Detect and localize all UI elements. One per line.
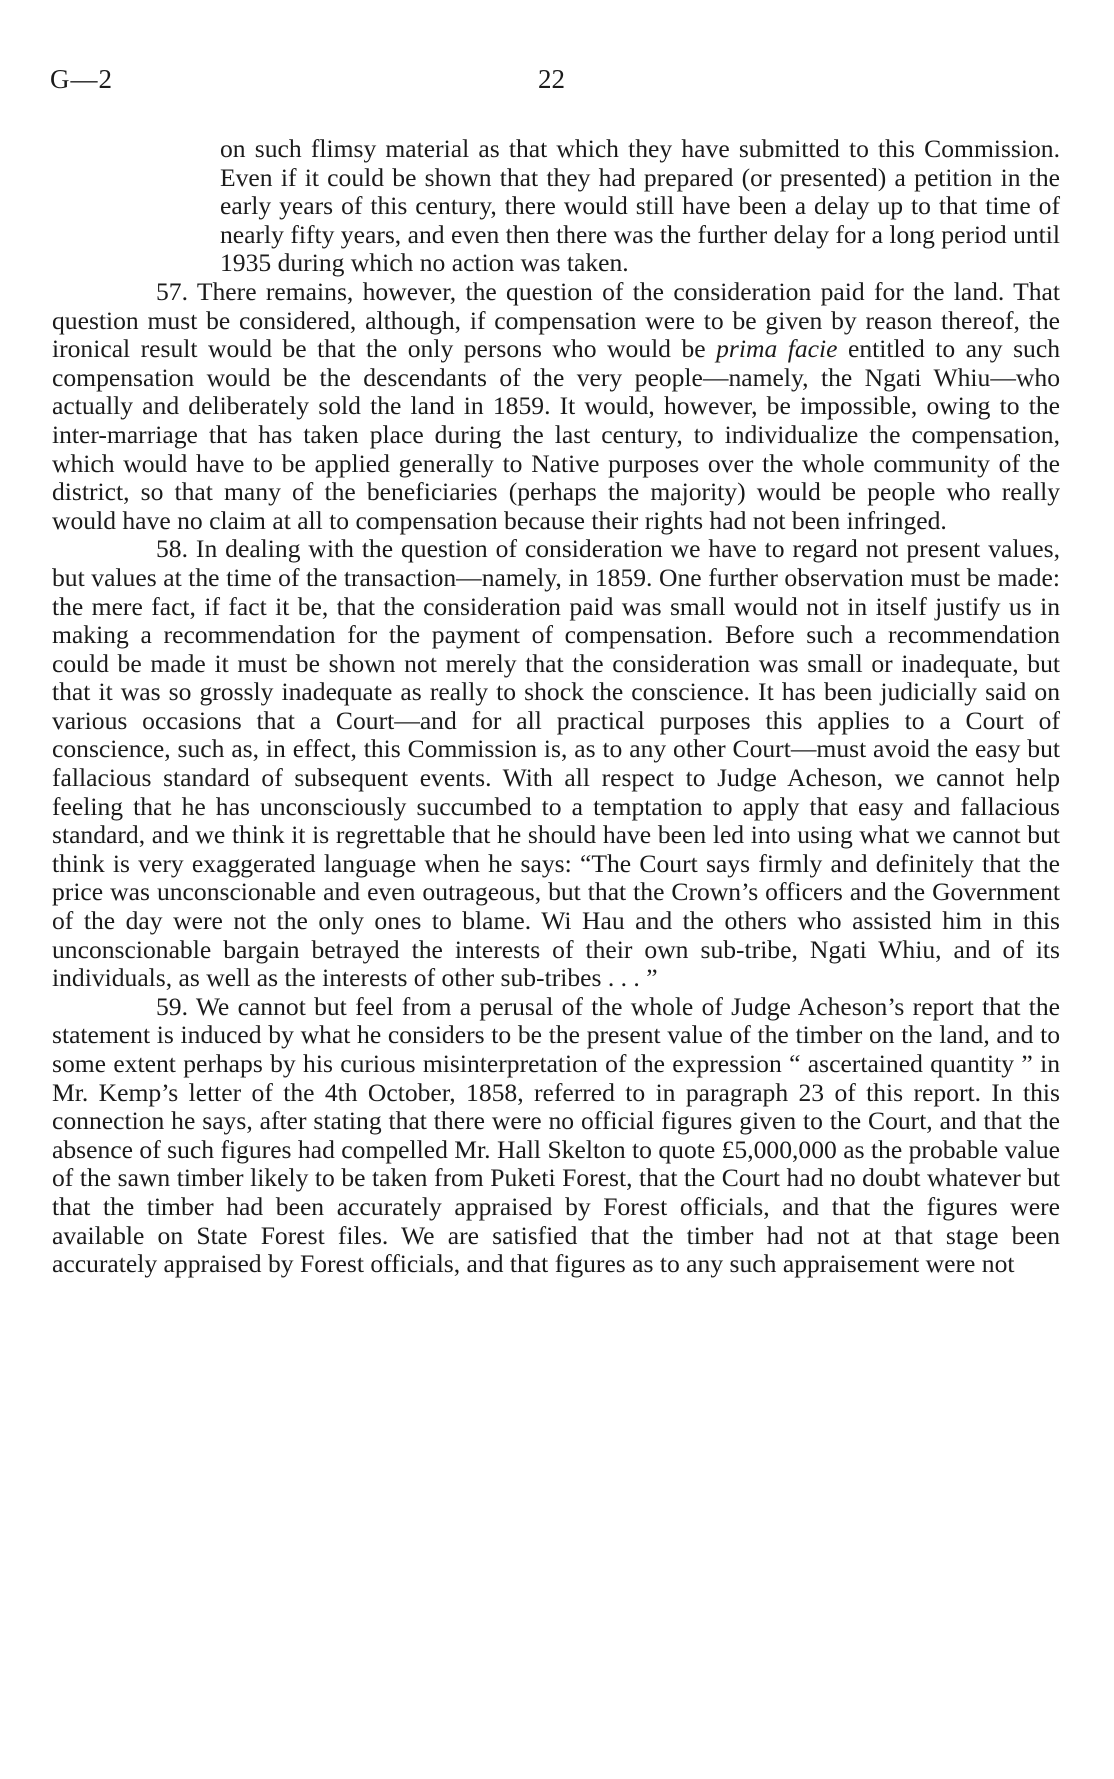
paragraph-number: 58. bbox=[156, 534, 188, 564]
paragraph-text: In dealing with the question of consideration we have to regard not present values, but values at the time of the transaction—namely, in 1859. One further observation must be made: the mere fact, if fact it be, that the consideration paid was small would not in itself justify us in making a recommendation for the payment of compensation. Before such a recommendation could be made it must be shown not merely that the consideration was small or inadequate, but that it was so grossly inadequate as really to shock the conscience. It has been judicially said on various occasions that a Court—and for all practical purposes this applies to a Court of conscience, such as, in effect, this Commission is, as to any other Court—must avoid the easy but fallacious standard of subsequent events. With all respect to Judge Acheson, we cannot help feeling that he has unconsciously succumbed to a temptation to apply that easy and fallacious standard, and we think it is regrettable that he should have been led into using what we cannot but think is very exaggerated language when he says: “The Court says firmly and definitely that the price was unconscionable and even outrageous, but that the Crown’s officers and the Government of the day were not the only ones to blame. Wi Hau and the others who assisted him in this unconscionable bargain betrayed the interests of their own sub-tribe, Ngati Whiu, and of its individuals, as well as the interests of other sub-tribes . . . ” bbox=[52, 534, 1060, 993]
paragraph-number: 57. bbox=[156, 276, 188, 306]
page-header bbox=[50, 64, 1060, 104]
paragraph-59 bbox=[52, 993, 1060, 1279]
paragraph-text: There remains, however, the question of the consideration paid for the land. That question must be considered, although, if compensation were to be given by reason thereof, the ironical result would be that the only persons who would be bbox=[52, 276, 1060, 364]
body-text bbox=[52, 135, 1060, 1279]
italic-phrase: prima facie bbox=[716, 334, 838, 364]
paragraph-58 bbox=[52, 535, 1060, 993]
paragraph-text: entitled to any such compensation would be the descendants of the very people—namely, the Ngati Whiu—who actually and deliberately sold the land in 1859. It would, however, be impossible, owing to the inter-marriage that has taken place during the last century, to individualize the compensation, which would have to be applied generally to Native purposes over the whole community of the district, so that many of the beneficiaries (perhaps the majority) would be people who really would have no claim at all to compensation because their rights had not been infringed. bbox=[52, 334, 1060, 535]
document-code: G—2 bbox=[50, 64, 113, 94]
continuation-paragraph: on such flimsy material as that which they have submitted to this Commission. Even if it could be shown that they had prepared (or presented) a petition in the early years of this century, there would still have been a delay up to that time of nearly fifty years, and even then there was the further delay for a long period until 1935 during which no action was taken. bbox=[220, 134, 1061, 278]
page-number: 22 bbox=[538, 64, 565, 94]
paragraph-text: We cannot but feel from a perusal of the whole of Judge Acheson’s report that the statement is induced by what he considers to be the present value of the timber on the land, and to some extent perhaps by his curious misinterpretation of the expression “ ascertained quantity ” in Mr. Kemp’s letter of the 4th October, 1858, referred to in paragraph 23 of this report. In this connection he says, after stating that there were no official figures given to the Court, and that the absence of such figures had compelled Mr. Hall Skelton to quote £5,000,000 as the probable value of the sawn timber likely to be taken from Puketi Forest, that the Court had no doubt whatever but that the timber had been accurately appraised by Forest officials, and that the figures were available on State Forest files. We are satisfied that the timber had not at that stage been accurately appraised by Forest officials, and that figures as to any such appraisement were not bbox=[52, 991, 1060, 1279]
paragraph-57 bbox=[52, 278, 1060, 535]
paragraph-number: 59. bbox=[156, 991, 188, 1021]
